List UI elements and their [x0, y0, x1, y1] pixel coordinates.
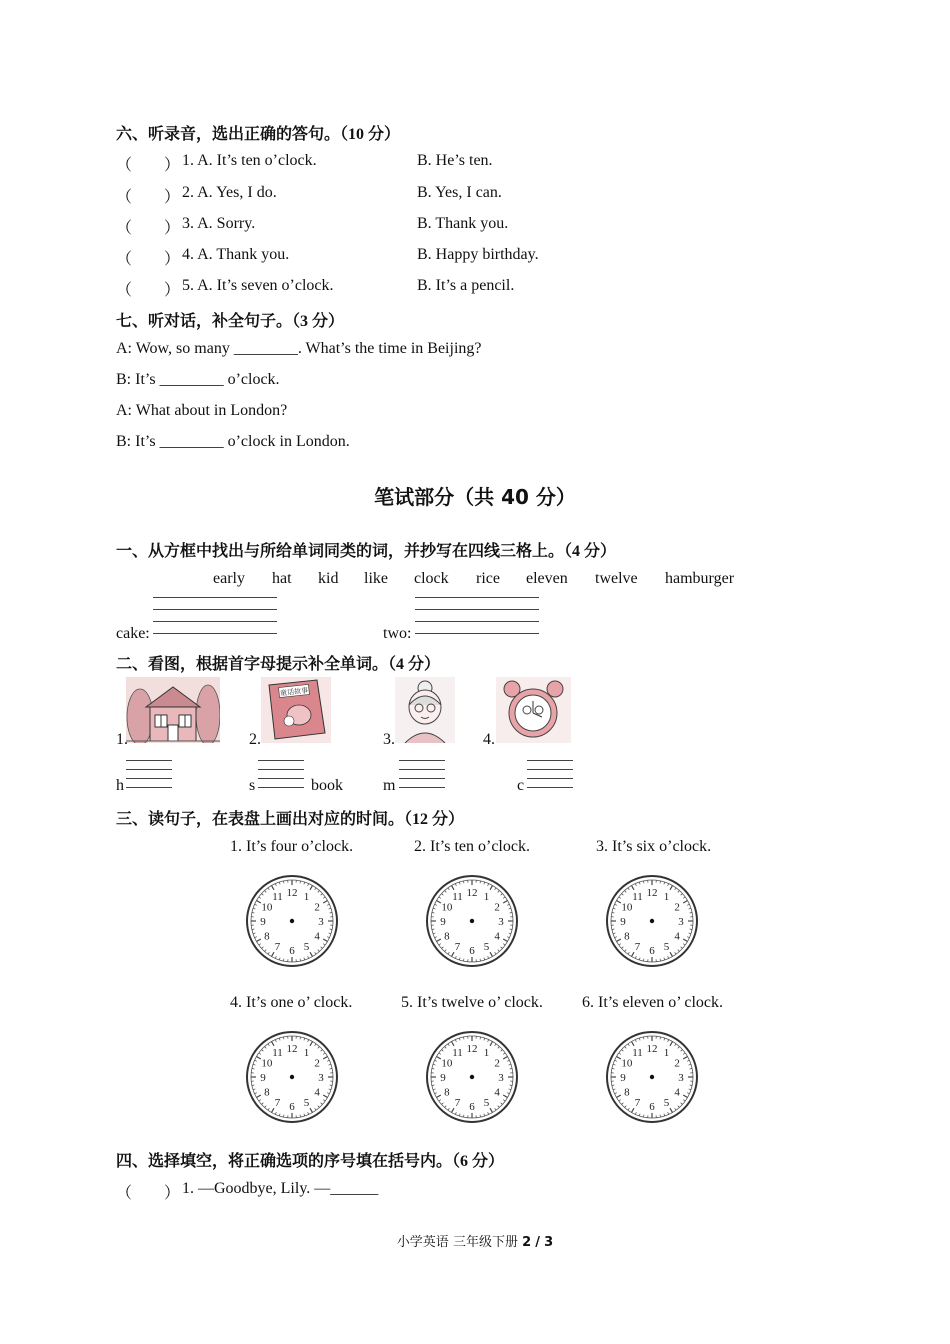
svg-text:5: 5 [483, 941, 490, 954]
svg-text:10: 10 [261, 901, 273, 914]
word-bank-item: hamburger [665, 570, 735, 587]
svg-text:11: 11 [452, 1046, 463, 1059]
letter-hint-c: c [517, 777, 525, 794]
svg-text:9: 9 [260, 916, 266, 928]
alarm-clock-picture [496, 677, 571, 743]
svg-text:6: 6 [469, 1101, 475, 1113]
svg-text:7: 7 [634, 941, 641, 954]
clock-sentence: 6. It’s eleven o’ clock. [582, 994, 723, 1011]
four-line-grid-cake[interactable] [153, 597, 277, 633]
svg-text:6: 6 [469, 945, 475, 957]
storybook-title-art: 童话故事 [279, 686, 309, 698]
svg-text:11: 11 [632, 890, 643, 903]
svg-text:6: 6 [289, 945, 295, 957]
svg-text:8: 8 [624, 930, 630, 943]
svg-text:3: 3 [678, 916, 684, 928]
written-part-title: 笔试部分（共 40 分） [374, 485, 576, 509]
footer-page-total: 3 [544, 1235, 554, 1250]
svg-text:7: 7 [454, 941, 461, 954]
pic-number-3: 3. [383, 731, 395, 748]
label-two: two: [383, 625, 412, 642]
four-line-grid-m[interactable] [399, 760, 445, 790]
svg-text:2: 2 [674, 1057, 680, 1070]
svg-text:8: 8 [624, 1086, 630, 1099]
four-line-grid-c[interactable] [527, 760, 573, 790]
dialogue-line-3: A: What about in London? [116, 402, 288, 419]
svg-text:7: 7 [634, 1097, 641, 1110]
word-bank-item: hat [272, 570, 292, 587]
svg-text:4: 4 [494, 1086, 500, 1099]
four-line-grid-two[interactable] [415, 597, 539, 633]
storybook-picture [261, 677, 331, 743]
clock-sentence: 1. It’s four o’clock. [230, 838, 354, 855]
svg-text:11: 11 [272, 1046, 283, 1059]
q2-heading: 二、看图，根据首字母提示补全单词。（4 分） [116, 654, 441, 673]
q3-heading: 三、读句子，在表盘上画出对应的时间。（12 分） [116, 809, 465, 828]
svg-text:10: 10 [441, 901, 453, 914]
letter-hint-s: s [249, 777, 256, 794]
svg-text:4: 4 [314, 930, 320, 943]
option-a: 3. A. Sorry. [182, 215, 256, 232]
footer-subject: 小学英语 [396, 1235, 449, 1250]
label-cake: cake: [116, 625, 150, 642]
svg-text:4: 4 [314, 1086, 320, 1099]
pic-number-2: 2. [249, 731, 261, 748]
word-bank-item: rice [476, 570, 500, 587]
svg-text:12: 12 [466, 1043, 478, 1055]
word-bank-item: eleven [526, 570, 568, 587]
option-a: 5. A. It’s seven o’clock. [182, 277, 334, 294]
clock-sentence: 5. It’s twelve o’ clock. [401, 994, 543, 1011]
clock-face[interactable] [424, 1029, 520, 1125]
clock-face[interactable] [604, 1029, 700, 1125]
word-bank-item: early [213, 570, 245, 587]
clock-face[interactable] [424, 873, 520, 969]
svg-text:5: 5 [483, 1097, 490, 1110]
word-bank-item: like [364, 570, 388, 587]
q4-heading: 四、选择填空，将正确选项的序号填在括号内。（6 分） [116, 1151, 505, 1170]
svg-text:6: 6 [649, 1101, 655, 1113]
answer-paren[interactable]: （ ） [116, 220, 181, 237]
clock-face[interactable] [604, 873, 700, 969]
dialogue-line-1: A: Wow, so many ________. What’s the time in Beijing? [116, 340, 482, 357]
footer-grade: 三年级下册 [452, 1235, 518, 1250]
option-b: B. Thank you. [417, 215, 509, 232]
house-picture [126, 677, 220, 743]
svg-text:9: 9 [440, 916, 446, 928]
q1-heading: 一、从方框中找出与所给单词同类的词，并抄写在四线三格上。（4 分） [116, 541, 617, 560]
section-6-heading: 六、听录音，选出正确的答句。（10 分） [116, 124, 401, 143]
svg-text:7: 7 [454, 1097, 461, 1110]
svg-text:10: 10 [621, 1057, 633, 1070]
svg-text:5: 5 [303, 1097, 310, 1110]
option-a: 1. A. It’s ten o’clock. [182, 152, 317, 169]
svg-text:4: 4 [494, 930, 500, 943]
clock-face[interactable] [244, 873, 340, 969]
svg-text:4: 4 [674, 1086, 680, 1099]
clock-face[interactable] [244, 1029, 340, 1125]
word-bank-item: clock [414, 570, 449, 587]
page-footer [0, 1231, 950, 1250]
svg-text:9: 9 [620, 1072, 626, 1084]
svg-text:10: 10 [261, 1057, 273, 1070]
svg-text:3: 3 [318, 1072, 324, 1084]
word-suffix-book: book [311, 777, 343, 794]
svg-text:11: 11 [272, 890, 283, 903]
option-a: 4. A. Thank you. [182, 246, 290, 263]
svg-text:10: 10 [441, 1057, 453, 1070]
word-bank-item: kid [318, 570, 339, 587]
grandmother-picture [395, 677, 455, 743]
svg-text:9: 9 [440, 1072, 446, 1084]
svg-text:7: 7 [274, 1097, 281, 1110]
svg-text:12: 12 [466, 887, 478, 899]
option-b: B. Happy birthday. [417, 246, 539, 263]
svg-text:7: 7 [274, 941, 281, 954]
svg-text:2: 2 [314, 901, 320, 914]
answer-paren[interactable]: （ ） [116, 282, 181, 299]
svg-text:12: 12 [286, 1043, 298, 1055]
svg-text:11: 11 [452, 890, 463, 903]
svg-text:2: 2 [674, 901, 680, 914]
svg-text:3: 3 [498, 916, 504, 928]
clock-sentence: 4. It’s one o’ clock. [230, 994, 353, 1011]
svg-text:2: 2 [314, 1057, 320, 1070]
svg-text:4: 4 [674, 930, 680, 943]
svg-text:9: 9 [620, 916, 626, 928]
answer-paren[interactable]: （ ） [116, 157, 181, 174]
svg-text:1: 1 [663, 890, 670, 903]
svg-text:12: 12 [286, 887, 298, 899]
svg-text:2: 2 [494, 901, 500, 914]
svg-text:8: 8 [444, 930, 450, 943]
svg-text:6: 6 [649, 945, 655, 957]
q4-item1-text: 1. —Goodbye, Lily. —______ [182, 1180, 379, 1197]
word-bank-item: twelve [595, 570, 638, 587]
svg-text:8: 8 [264, 930, 270, 943]
dialogue-line-4: B: It’s ________ o’clock in London. [116, 433, 350, 450]
svg-text:12: 12 [646, 887, 658, 899]
svg-text:1: 1 [303, 890, 310, 903]
svg-text:8: 8 [444, 1086, 450, 1099]
svg-text:3: 3 [318, 916, 324, 928]
footer-page-number: 2 [522, 1235, 532, 1250]
footer-separator: / [535, 1235, 541, 1250]
svg-text:3: 3 [498, 1072, 504, 1084]
clock-sentence: 3. It’s six o’clock. [596, 838, 712, 855]
svg-text:1: 1 [663, 1046, 670, 1059]
svg-text:8: 8 [264, 1086, 270, 1099]
svg-text:1: 1 [303, 1046, 310, 1059]
option-b: B. It’s a pencil. [417, 277, 515, 294]
pic-number-1: 1. [116, 731, 128, 748]
letter-hint-m: m [383, 777, 396, 794]
svg-text:2: 2 [494, 1057, 500, 1070]
svg-text:9: 9 [260, 1072, 266, 1084]
svg-text:6: 6 [289, 1101, 295, 1113]
four-line-grid-h[interactable] [126, 760, 172, 790]
answer-paren[interactable]: （ ） [116, 251, 181, 268]
svg-text:1: 1 [483, 1046, 490, 1059]
svg-text:12: 12 [646, 1043, 658, 1055]
svg-text:10: 10 [621, 901, 633, 914]
clock-sentence: 2. It’s ten o’clock. [414, 838, 530, 855]
q4-item1-paren[interactable]: （ ） [116, 1185, 181, 1202]
svg-text:3: 3 [678, 1072, 684, 1084]
section-7-heading: 七、听对话，补全句子。（3 分） [116, 311, 345, 330]
four-line-grid-s[interactable] [258, 760, 304, 790]
pic-number-4: 4. [483, 731, 495, 748]
answer-paren[interactable]: （ ） [116, 189, 181, 206]
option-b: B. He’s ten. [417, 152, 493, 169]
svg-text:5: 5 [303, 941, 310, 954]
letter-hint-h: h [116, 777, 124, 794]
option-b: B. Yes, I can. [417, 184, 502, 201]
dialogue-line-2: B: It’s ________ o’clock. [116, 371, 280, 388]
option-a: 2. A. Yes, I do. [182, 184, 277, 201]
svg-text:5: 5 [663, 1097, 670, 1110]
svg-text:11: 11 [632, 1046, 643, 1059]
svg-text:1: 1 [483, 890, 490, 903]
svg-text:5: 5 [663, 941, 670, 954]
